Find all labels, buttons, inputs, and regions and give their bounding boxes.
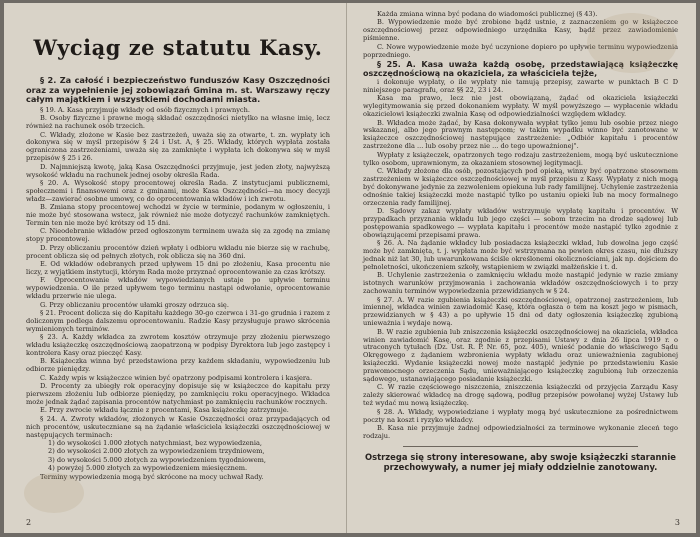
statute-paragraph: D. Przy obliczaniu procentów dzień wpłaty i odbioru wkładu nie bierze się w rachubę, procent oblicza się od pełnych złotych, rok oblicza się na 360 dni. <box>26 243 330 260</box>
statute-paragraph: E. Od wkładów odebranych przed upływem 15 dni po złożeniu, Kasa procentu nie liczy, z wyjątkiem instytucji, którym Rada może przyznać oprocentowanie za czas krótszy. <box>26 260 330 276</box>
statute-paragraph: 3) do wysokości 5.000 złotych za wypowiedzeniem tygodniowem, <box>48 455 267 464</box>
page-number-left: 2 <box>26 518 32 527</box>
statute-paragraph: E. Przy zwrocie wkładu łącznie z procentami, Kasa książeczkę zatrzymuje. <box>40 406 289 415</box>
statute-paragraph: § 21. Procent dolicza się do Kapitału każdego 30-go czerwca i 31-go grudnia i razem z doliczonym podlega dalszemu oprocentowaniu. Radzie Kasy przysługuje prawo skrócenia wymienionych terminów. <box>26 308 330 333</box>
statute-paragraph: B. Uchylenie zastrzeżenia o zamknięciu wkładu może nastąpić jedynie w razie zmiany istotnych warunków przyjmowania i zachowania wkładów oszczędnościowych i to przy zachowaniu terminów wypowiedzenia przewidzianych w § 24. <box>363 271 678 296</box>
statute-paragraph: 1) do wysokości 1.000 złotych natychmiast, bez wypowiedzenia, <box>48 438 262 447</box>
statute-paragraph: B. Kasa nie przyjmuje żadnej odpowiedzialności za terminowe wykonanie zleceń tego rodzaju. <box>363 424 678 440</box>
statute-paragraph: § 2. Za całość i bezpieczeństwo funduszów Kasy Oszczędności oraz za wypełnienie jej zobowiązań Gmina m. st. Warszawy ręczy całym majątkiem i wszystkiemi dochodami miasta. <box>26 75 330 105</box>
booklet-spread <box>4 3 696 533</box>
statute-paragraph: § 28. A. Wkłady, wypowiedziane i wypłaty mogą być uskutecznione za pośrednictwem poczty na koszt i ryzyko wkładcy. <box>363 407 678 424</box>
statute-paragraph: C. Wkłady, złożone w Kasie bez zastrzeżeń, uważa się za otwarte, t. zn. wypłaty ich dokonywa się w myśl przepisów § 24 i Ust. A, § 25. Wkłady, których wypłata została ograniczona zastrzeżeniami, uważa się za zamknięte i wypłata ich dokonywa się w myśl przepisów § 25 i 26. <box>26 130 330 163</box>
page-number-right: 3 <box>674 518 680 527</box>
statute-paragraph: C. Nieodebranie wkładów przed ogłoszonym terminem uważa się za zgodę na zmianę stopy procentowej. <box>26 227 330 244</box>
statute-paragraph: B. Wypowiedzenie może być zrobione bądź ustnie, z zaznaczeniem go w książeczce oszczędnościowej przez odpowiedniego urzędnika Kasy, bądź przez zawiadomienie piśmienne. <box>363 18 678 43</box>
paper-stain <box>24 473 84 513</box>
statute-paragraph: Terminy wypowiedzenia mogą być skrócone na mocy uchwał Rady. <box>40 472 264 481</box>
statute-paragraph: § 20. A. Wysokość stopy procentowej określa Rada. Z instytucjami publicznemi, społecznemi i finansowemi oraz z gminami, może Kasa Oszczędności—na mocy decyzji władz—zawierać osobne umowy, co do oprocentowania wkładów i ich zwrotu. <box>26 178 330 203</box>
statute-paragraph: C. Nowe wypowiedzenie może być uczynione dopiero po upływie terminu wypowiedzenia poprzedniego. <box>363 42 678 59</box>
statute-paragraph: B. Zmiana stopy procentowej wchodzi w życie w terminie, podanym w ogłoszeniu, i nie może być stosowana wstecz, jak również nie może dotyczyć rachunków zamkniętych. Termin ten nie może być krótszy od 15 dni. <box>26 203 330 227</box>
statute-paragraph: D. Procenty za ubiegły rok operacyjny dopisuje się w książeczce do kapitału przy pierwszem złożeniu lub odbiorze pieniędzy, po zamknięciu roku operacyjnego. Wkładca może jednak żądać zapisania procentów natychmiast po zamknięciu rachunków rocznych. <box>26 382 330 406</box>
statute-paragraph: C. Wkłady złożone dla osób, pozostających pod opieką, winny być opatrzone stosownem zastrzeżeniem w książeczce oszczędnościowej w myśl przepisu z Kasy. Wypłaty z nich mogą być dokonywane jedynie za zezwoleniem opiekuna lub rady familijnej. Uchylenie zastrzeżenia odnośnie takiej książeczki może nastąpić tylko po ustaniu opieki lub na mocy formalnego orzeczenia rady familijnej. <box>363 167 678 207</box>
statute-paragraph: § 23. A. Każdy wkładca za zwrotem kosztów otrzymuje przy złożeniu pierwszego wkładu książeczkę oszczędnościową zaopatrzoną w podpisy Dyrektora lub jego zastępcy i kontrolera Kasy oraz pieczęć Kasy. <box>26 333 330 357</box>
statute-paragraph: Kasa ma prawo, lecz nie jest obowiązaną, żądać od okaziciela książeczki wylegitymowania się przed dokonaniem wypłaty. W myśl powyższego — wypłacenie wkładu okazicielowi książeczki zwalnia Kasę od odpowiedzialności względem wkładcy. <box>363 94 678 119</box>
statute-paragraph: D. Sądowy zakaz wypłaty wkładów wstrzymuje wypłatę kapitału i procentów. W przypadkach przyznania wkładu lub jego części — sobom trzecim na drodze sądowej lub postępowania spadkowego — wypłata kapitału i procentów może nastąpić tylko zgodnie z obowiązującemi przepisami prawa. <box>363 207 678 239</box>
left-page <box>4 3 347 533</box>
warning-notice: Ostrzega się strony interesowane, aby swoje książeczki starannie przechowywały, a numer jej miały oddzielnie zanotowany. <box>365 451 676 472</box>
statute-paragraph: D. Najmniejszą kwotę, jaką Kasa Oszczędności przyjmuje, jest jeden złoty, najwyższą wysokość wkładu na rachunek jednej osoby określa Rada. <box>26 162 330 179</box>
statute-paragraph: G. Przy obliczaniu procentów ułamki groszy odrzuca się. <box>40 300 229 309</box>
statute-paragraph: Każda zmiana winna być podana do wiadomości publicznej (§ 43). <box>377 10 598 18</box>
statute-paragraph: 2) do wysokości 2.000 złotych za wypowiedzeniem trzydniowem, <box>48 447 265 456</box>
statute-paragraph: § 27. A. W razie zgubienia książeczki oszczędnościowej, opatrzonej zastrzeżeniem, lub imiennej, wkładca winien zawiadomić Kasę, która ogłasza o tem na koszt jego w pismach, przewidzianych w § 43) a po upływie 15 dni od daty ogłoszenia książeczkę zgubioną unieważnia i wydaje nową. <box>363 295 678 328</box>
statute-paragraph: § 25. A. Kasa uważa każdą osobę, przedstawiającą książeczkę oszczędnościową na okaziciela, za właściciela tejże, <box>363 59 678 79</box>
statute-paragraph: B. W razie zgubienia lub zniszczenia książeczki oszczędnościowej na okaziciela, wkładca winien zawiadomić Kasę, oraz zgodnie z przepisami Ustawy z dnia 26 lipca 1919 r. o utraconych tytułach (Dz. Ust. R. P. Nr. 65, poz. 405), wnieść podanie do właściwego Sądu Okręgowego z żądaniem wzbronienia wypłaty wkładu oraz unieważnienia zagubionej książeczki. Wydanie książeczki nowej może nastąpić jedynie po przedstawieniu Kasie prawomocnego orzeczenia Sądu, unieważniającego książeczkę zagubioną lub orzeczenia sądowego, ustanawiającego posiadanie książeczki. <box>363 327 678 384</box>
statute-paragraph: Wypłaty z książeczek, opatrzonych tego rodzaju zastrzeżeniem, mogą być uskutecznione tylko osobom, uprawnionym, za okazaniem stosownej legitymacji. <box>363 150 678 167</box>
left-statute-text <box>26 76 330 481</box>
statute-paragraph: B. Książeczka winna być przedstawiona przy każdem składaniu, wypowiedzeniu lub odbiorze pieniędzy. <box>26 357 330 374</box>
paper-stain <box>587 13 677 73</box>
statute-paragraph: C. W razie częściowego niszczenia, zniszczenia książeczki od przyjęcia Zarządu Kasy zależy skierować wkładcę na drogę sądową, podług przepisów powołanej wyżej Ustawy lub też wydać mu nową książeczkę. <box>363 383 678 408</box>
right-statute-text <box>363 11 678 441</box>
divider <box>403 446 638 447</box>
statute-paragraph: § 26. A. Na żądanie wkładcy lub posiadacza książeczki wkład, lub dowolna jego część może być zamknięta, t. j. wypłata może być wstrzymana na pewien okres czasu, nie dłuższy jednak niż lat 30, lub uwarunkowana ściśle określonemi okolicznościami, jak np. dojściem do pełnoletności, ukończeniem szkoły, wstąpieniem w związki małżeńskie i t. d. <box>363 239 678 271</box>
statute-paragraph: B. Wkładca może żądać, by Kasa dokonywała wypłat tylko jemu lub osobie przez niego wskazanej, albo jego prawnym następcom; w takim wypadku winno być zanotowane w książeczce oszczędnościowej następujące zastrzeżenie: „Odbiór kapitału i procentów zastrzeżone dla ... lub osoby przez nie ... do tego upoważnionej". <box>363 118 678 151</box>
statute-paragraph: 4) powyżej 5.000 złotych za wypowiedzeniem miesięcznem. <box>48 464 248 473</box>
statute-paragraph: F. Oprocentowanie wkładów wypowiedzianych ustaje po upływie terminu wypowiedzenia. O ile przed upływem tego terminu nastąpi odwołanie, oprocentowanie wkładu przerwie nie ulega. <box>26 276 330 301</box>
statute-paragraph: § 24. A. Zwroty wkładów, złożonych w Kasie Oszczędności oraz przypadających od nich procentów, uskuteczniane są na żądanie właściciela książeczki oszczędnościowej w następujących terminach: <box>26 414 330 439</box>
right-page <box>347 3 696 533</box>
page-title: Wyciąg ze statutu Kasy. <box>33 35 323 60</box>
statute-paragraph: i dokonuje wypłaty, o ile wypłaty nie tamują przepisy, zawarte w punktach B C D niniejszego paragrafu, oraz §§ 22, 23 i 24. <box>363 78 678 94</box>
statute-paragraph: B. Osoby fizyczne i prawne mogą składać oszczędności nietylko na własne imię, lecz również na rachunek osób trzecich. <box>26 114 330 131</box>
statute-paragraph: C. Każdy wpis w książeczce winien być opatrzony podpisami kontrolera i kasjera. <box>40 373 313 382</box>
statute-paragraph: § 19. A. Kasa przyjmuje wkłady od osób fizycznych i prawnych. <box>40 105 250 114</box>
